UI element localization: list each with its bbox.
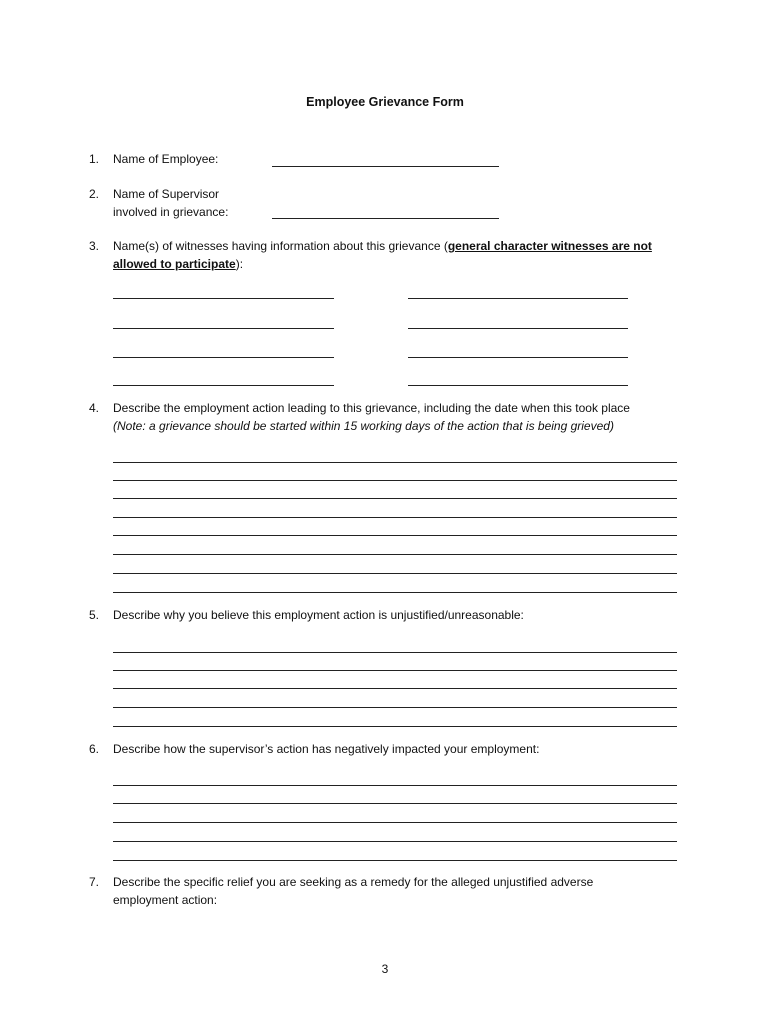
q5-answer-line-1[interactable] <box>113 652 677 653</box>
q4-answer-line-7[interactable] <box>113 573 677 574</box>
q7-number: 7. <box>89 875 100 889</box>
q4-answer-line-4[interactable] <box>113 517 677 518</box>
q6-text: Describe how the supervisor’s action has negatively impacted your employment: <box>113 742 540 756</box>
q5-answer-line-4[interactable] <box>113 707 677 708</box>
q2-label-line2: involved in grievance: <box>113 205 229 219</box>
q4-text: Describe the employment action leading to this grievance, including the date when this took place <box>113 401 630 415</box>
witness-field-4[interactable] <box>408 328 628 329</box>
witness-field-7[interactable] <box>113 385 334 386</box>
q4-answer-line-8[interactable] <box>113 592 677 593</box>
q3-text-b: ): <box>235 257 244 271</box>
q5-answer-line-5[interactable] <box>113 726 677 727</box>
witness-field-2[interactable] <box>408 298 628 299</box>
q7-text-line1: Describe the specific relief you are seeking as a remedy for the alleged unjustified adverse <box>113 875 594 889</box>
q5-text: Describe why you believe this employment action is unjustified/unreasonable: <box>113 608 524 622</box>
witness-field-8[interactable] <box>408 385 628 386</box>
q4-note: (Note: a grievance should be started within 15 working days of the action that is being grieved) <box>113 419 614 433</box>
q5-answer-line-2[interactable] <box>113 670 677 671</box>
q6-answer-line-1[interactable] <box>113 785 677 786</box>
q4-number: 4. <box>89 401 100 415</box>
q3-number: 3. <box>89 239 100 253</box>
q5-answer-line-3[interactable] <box>113 688 677 689</box>
q6-answer-line-2[interactable] <box>113 803 677 804</box>
employee-name-field[interactable] <box>272 166 499 167</box>
q4-answer-line-5[interactable] <box>113 535 677 536</box>
q3-text-line1 <box>113 238 652 255</box>
supervisor-name-field[interactable] <box>272 218 499 219</box>
q3-emphasis-line2: allowed to participate <box>113 257 236 271</box>
witness-field-1[interactable] <box>113 298 334 299</box>
q5-number: 5. <box>89 608 100 622</box>
q6-answer-line-5[interactable] <box>113 860 677 861</box>
witness-field-5[interactable] <box>113 357 334 358</box>
q6-number: 6. <box>89 742 100 756</box>
q3-text-line2 <box>113 256 243 273</box>
q2-number: 2. <box>89 187 100 201</box>
q4-answer-line-1[interactable] <box>113 462 677 463</box>
q7-text-line2: employment action: <box>113 893 218 907</box>
q1-number: 1. <box>89 152 100 166</box>
q6-answer-line-3[interactable] <box>113 822 677 823</box>
q6-answer-line-4[interactable] <box>113 841 677 842</box>
q3-text-a: Name(s) of witnesses having information about this grievance ( <box>113 239 448 253</box>
q4-answer-line-6[interactable] <box>113 554 677 555</box>
witness-field-6[interactable] <box>408 357 628 358</box>
q3-emphasis-line1: general character witnesses are not <box>447 239 652 253</box>
q4-answer-line-2[interactable] <box>113 480 677 481</box>
q4-answer-line-3[interactable] <box>113 498 677 499</box>
q1-label: Name of Employee: <box>113 152 219 166</box>
q2-label-line1: Name of Supervisor <box>113 187 220 201</box>
page-title: Employee Grievance Form <box>306 95 464 109</box>
witness-field-3[interactable] <box>113 328 334 329</box>
page-number: 3 <box>381 962 389 976</box>
